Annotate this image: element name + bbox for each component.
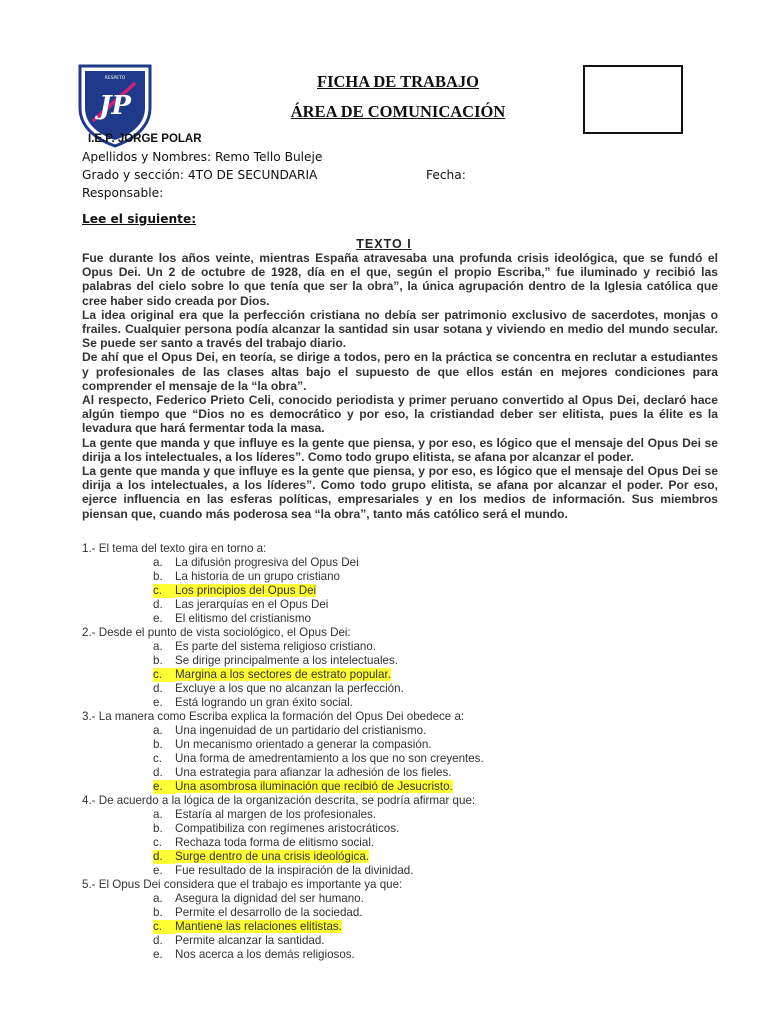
- option-text: Está logrando un gran éxito social.: [175, 696, 353, 709]
- grade-field: Grado y sección: 4TO DE SECUNDARIA: [82, 168, 318, 182]
- question-item: [82, 542, 722, 626]
- option-text: Permite alcanzar la santidad.: [175, 934, 325, 947]
- answer-option: [82, 598, 722, 612]
- school-name: I.E.P. JORGE POLAR: [88, 133, 202, 145]
- option-letter: c.: [153, 836, 163, 849]
- option-text: Fue resultado de la inspiración de la divinidad.: [175, 864, 414, 877]
- option-letter: d.: [153, 766, 163, 779]
- answer-option: [82, 752, 722, 766]
- answer-option: [82, 948, 722, 962]
- option-text: Una ingenuidad de un partidario del cristianismo.: [175, 724, 427, 737]
- reading-paragraph: La gente que manda y que influye es la gente que piensa, y por eso, es lógico que el mensaje del Opus Dei se dirija a los intelectuales, a los líderes”. Como todo grupo elitista, se afana por alcanzar el poder. Por eso, ejerce influencia en las esferas políticas, empresariales y en los medios de información. Sus miembros piensan que, cuando más poderosa sea “la obra”, tanto más católico será el mundo.: [82, 464, 718, 521]
- option-text: Una forma de amedrentamiento a los que no son creyentes.: [175, 752, 484, 765]
- question-item: [82, 626, 722, 710]
- answer-option: [82, 612, 722, 626]
- option-text: Rechaza toda forma de elitismo social.: [175, 836, 375, 849]
- photo-box: [583, 65, 683, 134]
- student-name-field: Apellidos y Nombres: Remo Tello Buleje: [82, 150, 323, 164]
- answer-option: [82, 906, 722, 920]
- responsible-label: Responsable:: [82, 186, 164, 200]
- answer-option: [82, 738, 722, 752]
- answer-option: [82, 836, 722, 850]
- answer-options: [82, 556, 722, 626]
- option-text: La historia de un grupo cristiano: [175, 570, 340, 583]
- logo-motto-text: RESPETO: [104, 76, 126, 81]
- questions-list: [82, 542, 722, 962]
- option-letter: c.: [153, 668, 175, 682]
- answer-option: [82, 766, 722, 780]
- option-letter: d.: [153, 598, 163, 611]
- highlighted-answer-text: Margina a los sectores de estrato popular.: [175, 668, 391, 681]
- option-text: Compatibiliza con regímenes aristocráticos.: [175, 822, 400, 835]
- answer-option: [82, 850, 722, 864]
- answer-option: [82, 892, 722, 906]
- option-letter: b.: [153, 570, 163, 583]
- option-text: Se dirige principalmente a los intelectuales.: [175, 654, 398, 667]
- reading-paragraph: La idea original era que la perfección cristiana no debía ser patrimonio exclusivo de sacerdotes, monjas o frailes. Cualquier persona podía alcanzar la santidad sin usar sotana y viviendo en medio del mundo secular. Se puede ser santo a través del trabajo diario.: [82, 307, 718, 351]
- answer-option: [82, 584, 722, 598]
- logo-monogram: JP: [99, 91, 131, 121]
- option-letter: c.: [153, 920, 175, 934]
- answer-option: [82, 934, 722, 948]
- option-letter: b.: [153, 822, 163, 835]
- option-letter: a.: [153, 892, 163, 905]
- date-label: Fecha:: [426, 168, 466, 182]
- question-item: [82, 878, 722, 962]
- option-text: Permite el desarrollo de la sociedad.: [175, 906, 363, 919]
- reading-paragraph: La gente que manda y que influye es la gente que piensa, y por eso, es lógico que el mensaje del Opus Dei se dirija a los intelectuales, a los líderes”. Como todo grupo elitista, se afana por alcanzar el poder.: [82, 435, 718, 464]
- option-text: Una estrategia para afianzar la adhesión de los fieles.: [175, 766, 452, 779]
- answer-option: [82, 640, 722, 654]
- question-item: [82, 710, 722, 794]
- reading-paragraph: De ahí que el Opus Dei, en teoría, se dirige a todos, pero en la práctica se concentra en reclutar a estudiantes y profesionales de las clases altas bajo el supuesto de que ellos están en mejores condiciones para comprender el mensaje de la “la obra”.: [82, 350, 718, 393]
- answer-options: [82, 724, 722, 794]
- reading-text: [82, 251, 718, 521]
- option-letter: b.: [153, 654, 163, 667]
- answer-option: [82, 724, 722, 738]
- highlighted-answer-text: Surge dentro de una crisis ideológica.: [175, 850, 369, 863]
- option-letter: c.: [153, 584, 175, 598]
- answer-options: [82, 892, 722, 962]
- highlighted-answer-text: Mantiene las relaciones elitistas.: [175, 920, 342, 933]
- area-title: ÁREA DE COMUNICACIÓN: [290, 102, 506, 121]
- answer-option: [82, 696, 722, 710]
- option-letter: e.: [153, 780, 175, 794]
- answer-option: [82, 556, 722, 570]
- answer-option: [82, 668, 722, 682]
- option-text: El elitismo del cristianismo: [175, 612, 311, 625]
- answer-option: [82, 780, 722, 794]
- option-text: Estaría al margen de los profesionales.: [175, 808, 377, 821]
- answer-option: [82, 808, 722, 822]
- option-text: Asegura la dignidad del ser humano.: [175, 892, 364, 905]
- answer-option: [82, 654, 722, 668]
- option-letter: a.: [153, 808, 163, 821]
- option-letter: d.: [153, 850, 175, 864]
- highlighted-answer-text: Los principios del Opus Dei: [175, 584, 317, 597]
- option-letter: b.: [153, 738, 163, 751]
- highlighted-answer-text: Una asombrosa iluminación que recibió de Jesucristo.: [175, 780, 453, 793]
- question-stem: 2.- Desde el punto de vista sociológico, el Opus Dei:: [82, 626, 351, 639]
- question-item: [82, 794, 722, 878]
- option-text: La difusión progresiva del Opus Dei: [175, 556, 359, 569]
- option-text: Nos acerca a los demás religiosos.: [175, 948, 355, 961]
- worksheet-title: FICHA DE TRABAJO: [317, 72, 479, 91]
- option-letter: e.: [153, 612, 163, 625]
- option-text: Un mecanismo orientado a generar la compasión.: [175, 738, 432, 751]
- question-stem: 5.- El Opus Dei considera que el trabajo es importante ya que:: [82, 878, 403, 891]
- answer-option: [82, 682, 722, 696]
- answer-options: [82, 640, 722, 710]
- reading-paragraph: Al respecto, Federico Prieto Celi, conocido periodista y primer peruano convertido al Opus Dei, declaró hace algún tiempo que “Dios no es democrático y por eso, la cristiandad deber ser elitista, pues la élite es la levadura que hará fermentar toda la masa.: [82, 393, 718, 436]
- question-stem: 3.- La manera como Escriba explica la formación del Opus Dei obedece a:: [82, 710, 465, 723]
- question-stem: 1.- El tema del texto gira en torno a:: [82, 542, 267, 555]
- option-letter: a.: [153, 724, 163, 737]
- answer-option: [82, 864, 722, 878]
- reading-title: TEXTO I: [356, 237, 412, 251]
- answer-option: [82, 570, 722, 584]
- answer-options: [82, 808, 722, 878]
- option-text: Las jerarquías en el Opus Dei: [175, 598, 329, 611]
- option-letter: a.: [153, 640, 163, 653]
- option-letter: e.: [153, 948, 163, 961]
- option-letter: c.: [153, 752, 163, 765]
- option-letter: a.: [153, 556, 163, 569]
- option-letter: b.: [153, 906, 163, 919]
- option-text: Es parte del sistema religioso cristiano.: [175, 640, 377, 653]
- answer-option: [82, 920, 722, 934]
- option-letter: d.: [153, 682, 163, 695]
- reading-paragraph: Fue durante los años veinte, mientras España atravesaba una profunda crisis ideológica, que se fundó el Opus Dei. Un 2 de octubre de 1928, día en el que, según el propio Escriba,” fue iluminado y recibió las palabras del cielo sobre lo que tenía que ser la obra”, la única agrupación dentro de la Iglesia católica que cree haber sido creada por Dios.: [82, 251, 718, 308]
- option-letter: d.: [153, 934, 163, 947]
- question-stem: 4.- De acuerdo a la lógica de la organización descrita, se podría afirmar que:: [82, 794, 476, 807]
- reading-instruction: Lee el siguiente:: [82, 212, 197, 226]
- option-text: Excluye a los que no alcanzan la perfección.: [175, 682, 404, 695]
- answer-option: [82, 822, 722, 836]
- option-letter: e.: [153, 696, 163, 709]
- option-letter: e.: [153, 864, 163, 877]
